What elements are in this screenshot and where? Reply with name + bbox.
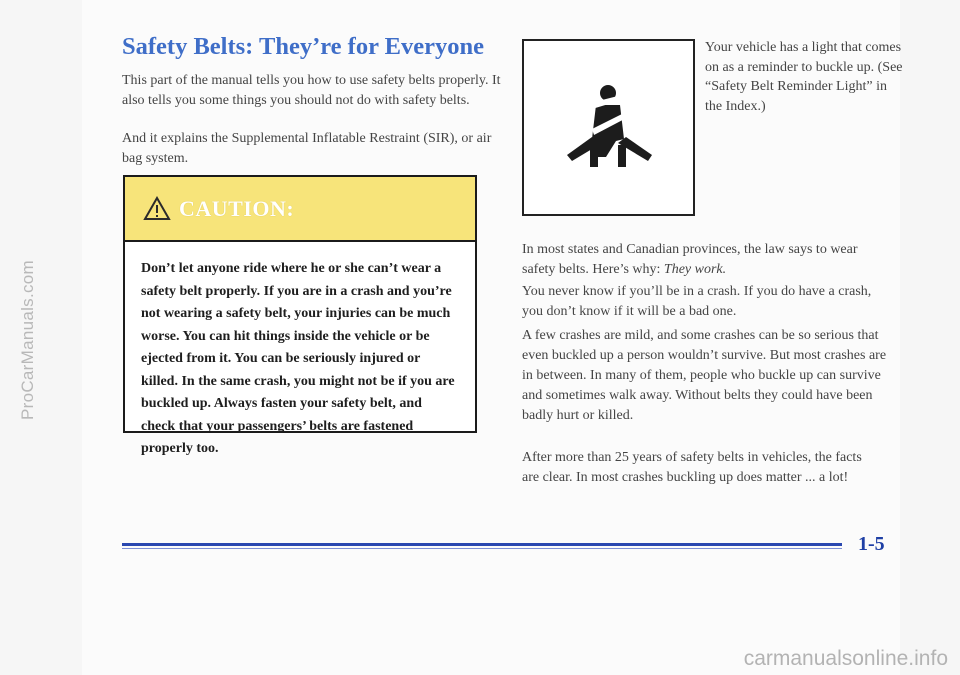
law-paragraph: [522, 240, 894, 280]
side-watermark: ProCarManuals.com: [18, 259, 37, 421]
caution-text: Don’t let anyone ride where he or she can’t wear a safety belt properly. If you are in a crash and you’re not wearing a safety belt, your injuries can be much worse. You can hit things inside the vehicle or be ejected from it. You can be seriously injured or killed. In the same crash, you might not be if you are buckled up. Always fasten your safety belt, and check that your passengers’ belts are fastened properly too.: [141, 261, 455, 456]
sir-paragraph: And it explains the Supplemental Inflatable Restraint (SIR), or air bag system.: [122, 131, 492, 166]
page-number: 1-5: [858, 533, 885, 555]
facts-paragraph: After more than 25 years of safety belts in vehicles, the facts are clear. In most crashes buckling up does matter ... a lot!: [522, 450, 862, 485]
law-text: In most states and Canadian provinces, the law says to wear safety belts. Here’s why:: [522, 242, 858, 277]
caution-header: [125, 177, 475, 242]
intro-paragraph: This part of the manual tells you how to use safety belts properly. It also tells you some things you should not do with safety belts.: [122, 73, 501, 108]
caution-heading: CAUTION:: [179, 195, 295, 221]
caution-box: [123, 175, 477, 456]
survival-paragraph: A few crashes are mild, and some crashes can be so serious that even buckled up a person wouldn’t survive. But most crashes are in between. In many of them, people who buckle up can survive and sometimes walk away. Without belts they could have been badly hurt or killed.: [522, 328, 887, 423]
reminder-caption: Your vehicle has a light that comes on as a reminder to buckle up. (See “Safety Belt Reminder Light” in the Index.): [705, 40, 903, 114]
law-emphasis: They work.: [663, 262, 727, 277]
footer-rule: [122, 543, 842, 546]
footer-rule-thin: [122, 548, 842, 549]
crash-paragraph: You never know if you’ll be in a crash. If you do have a crash, you don’t know if it will be a bad one.: [522, 284, 872, 319]
footer-watermark: carmanualsonline.info: [743, 647, 948, 670]
warning-triangle-icon: [143, 196, 171, 221]
seatbelt-icon-box: [522, 39, 695, 216]
section-title: Safety Belts: They’re for Everyone: [122, 33, 484, 60]
seatbelt-reminder-icon: [562, 79, 658, 179]
